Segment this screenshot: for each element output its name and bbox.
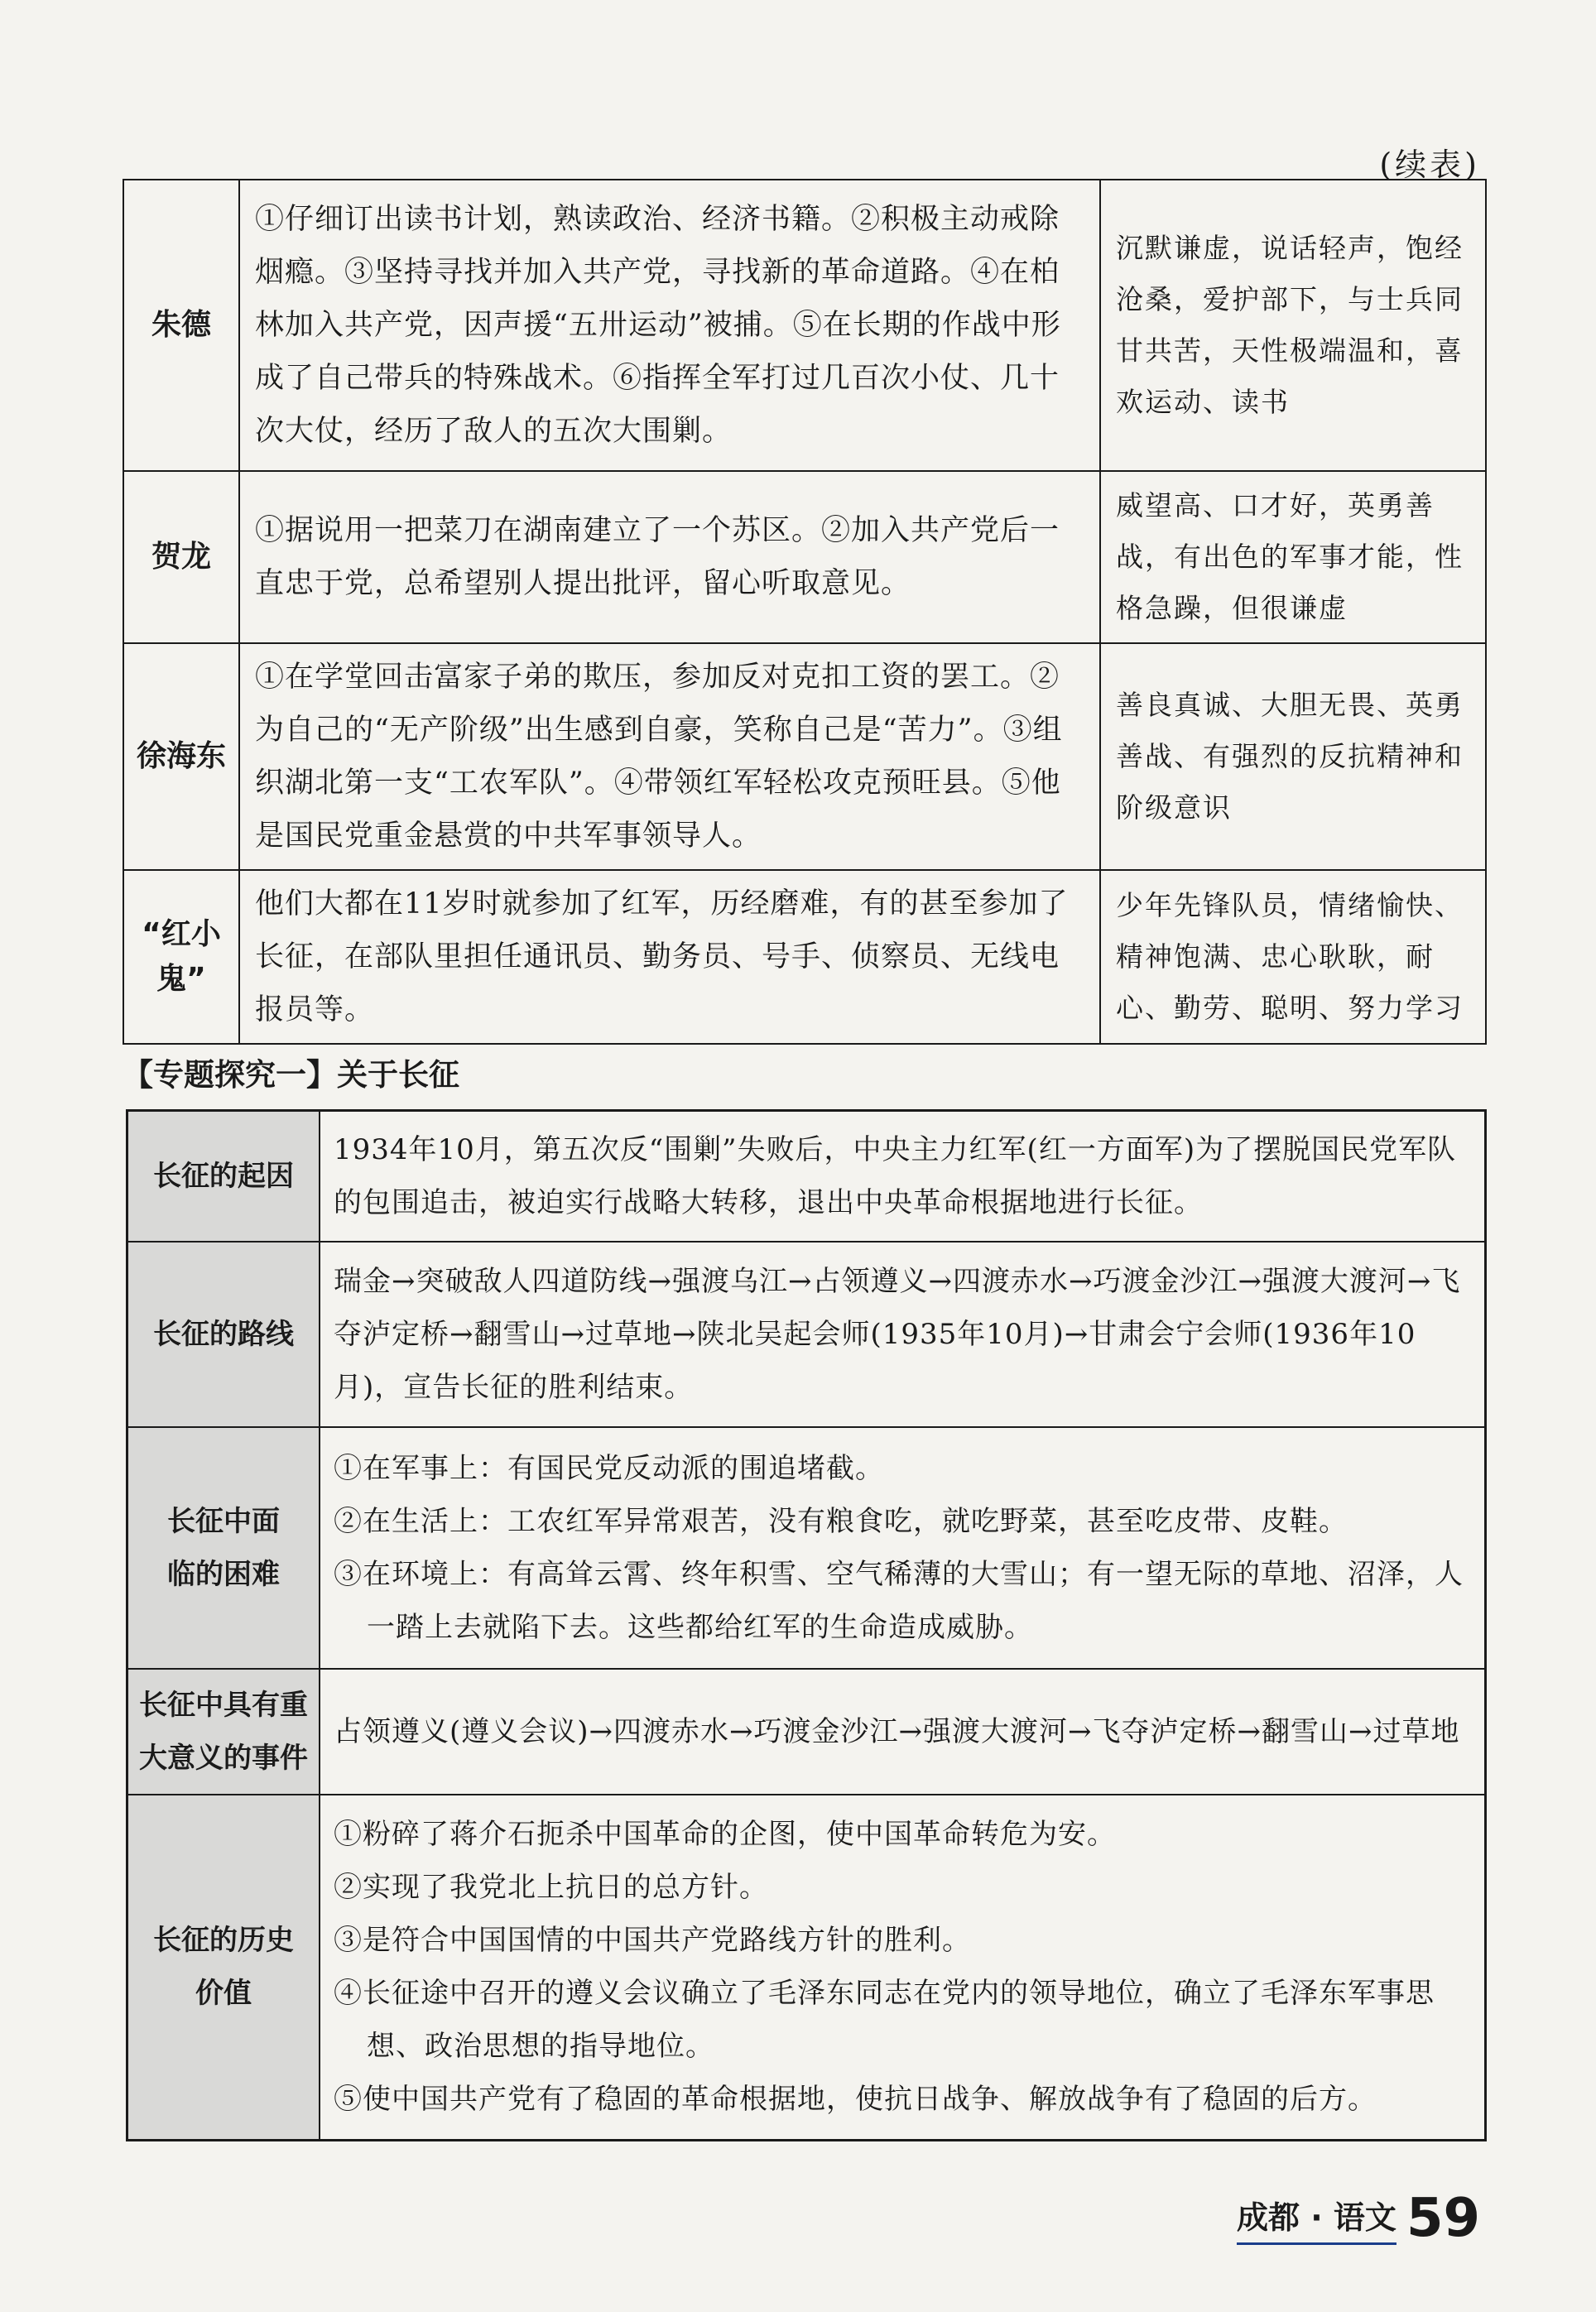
character-events: ①仔细订出读书计划，熟读政治、经济书籍。②积极主动戒除烟瘾。③坚持寻找并加入共产党，寻找新的革命道路。④在柏林加入共产党，因声援“五卅运动”被捕。⑤在长期的作战中形成了自己带兵的特殊战术。⑥指挥全军打过几百次小仗、几十次大仗，经历了敌人的五次大围剿。 (239, 180, 1100, 471)
character-name: 贺龙 (123, 471, 239, 643)
section-title: 【专题探究一】关于长征 (123, 1057, 459, 1093)
cause-text: 1934年10月，第五次反“围剿”失败后，中央主力红军(红一方面军)为了摆脱国民党军队的包围追击，被迫实行战略大转移，退出中央革命根据地进行长征。 (320, 1111, 1486, 1242)
table-row (127, 1427, 1486, 1669)
character-traits: 威望高、口才好，英勇善战，有出色的军事才能，性格急躁，但很谦虚 (1100, 471, 1486, 643)
table-row (127, 1242, 1486, 1427)
row-header-line: 长征中具有重 (139, 1688, 308, 1722)
character-traits: 善良真诚、大胆无畏、英勇善战、有强烈的反抗精神和阶级意识 (1100, 643, 1486, 870)
row-header-line: 长征中面 (167, 1504, 280, 1538)
row-header (127, 1427, 320, 1669)
character-name: 徐海东 (123, 643, 239, 870)
character-events: ①在学堂回击富家子弟的欺压，参加反对克扣工资的罢工。②为自己的“无产阶级”出生感到自豪，笑称自己是“苦力”。③组织湖北第一支“工农军队”。④带领红军轻松攻克预旺县。⑤他是国民党重金悬赏的中共军事领导人。 (239, 643, 1100, 870)
list-item: ⑤使中国共产党有了稳固的革命根据地，使抗日战争、解放战争有了稳固的后方。 (334, 2083, 1377, 2117)
table-row (127, 1111, 1486, 1242)
character-events: ①据说用一把菜刀在湖南建立了一个苏区。②加入共产党后一直忠于党，总希望别人提出批评，留心听取意见。 (239, 471, 1100, 643)
page-number: 59 (1406, 2188, 1480, 2249)
row-header-line: 价值 (195, 1977, 252, 2011)
row-header-line: 大意义的事件 (139, 1741, 308, 1775)
row-header-line: 长征的历史 (153, 1924, 294, 1958)
route-text: 瑞金→突破敌人四道防线→强渡乌江→占领遵义→四渡赤水→巧渡金沙江→强渡大渡河→飞夺泸定桥→翻雪山→过草地→陕北吴起会师(1935年10月)→甘肃会宁会师(1936年10月)，宣告长征的胜利结束。 (320, 1242, 1486, 1427)
list-item: ③是符合中国国情的中国共产党路线方针的胜利。 (334, 1924, 971, 1958)
table-row (123, 870, 1486, 1044)
footer-label: 成都 · 语文 (1237, 2192, 1396, 2245)
character-events: 他们大都在11岁时就参加了红军，历经磨难，有的甚至参加了长征，在部队里担任通讯员、勤务员、号手、侦察员、无线电报员等。 (239, 870, 1100, 1044)
events-text: 占领遵义(遵义会议)→四渡赤水→巧渡金沙江→强渡大渡河→飞夺泸定桥→翻雪山→过草地 (320, 1669, 1486, 1795)
row-header-line: 临的困难 (167, 1557, 280, 1591)
table-row (123, 180, 1486, 471)
continued-label: (续表) (1379, 147, 1480, 183)
list-item: ①在军事上：有国民党反动派的围追堵截。 (334, 1451, 884, 1485)
row-header: 长征的路线 (127, 1242, 320, 1427)
table-row (123, 643, 1486, 870)
list-item: ②在生活上：工农红军异常艰苦，没有粮食吃，就吃野菜，甚至吃皮带、皮鞋。 (334, 1504, 1348, 1538)
character-table (123, 179, 1487, 1045)
character-name: “红小鬼” (123, 870, 239, 1044)
list-item: ①粉碎了蒋介石扼杀中国革命的企图，使中国革命转危为安。 (334, 1818, 1116, 1852)
character-name: 朱德 (123, 180, 239, 471)
long-march-table (126, 1109, 1487, 2141)
row-header: 长征的起因 (127, 1111, 320, 1242)
row-header (127, 1669, 320, 1795)
table-row (123, 471, 1486, 643)
table-row (127, 1669, 1486, 1795)
difficulties-list (320, 1427, 1486, 1669)
list-item: ③在环境上：有高耸云霄、终年积雪、空气稀薄的大雪山；有一望无际的草地、沼泽，人一踏上去就陷下去。这些都给红军的生命造成威胁。 (334, 1557, 1464, 1644)
list-item: ②实现了我党北上抗日的总方针。 (334, 1871, 768, 1905)
value-list (320, 1795, 1486, 2141)
list-item: ④长征途中召开的遵义会议确立了毛泽东同志在党内的领导地位，确立了毛泽东军事思想、政治思想的指导地位。 (334, 1977, 1435, 2064)
table-row (127, 1795, 1486, 2141)
row-header (127, 1795, 320, 2141)
page-footer (1237, 2188, 1480, 2249)
character-traits: 少年先锋队员，情绪愉快、精神饱满、忠心耿耿，耐心、勤劳、聪明、努力学习 (1100, 870, 1486, 1044)
character-traits: 沉默谦虚，说话轻声，饱经沧桑，爱护部下，与士兵同甘共苦，天性极端温和，喜欢运动、读书 (1100, 180, 1486, 471)
